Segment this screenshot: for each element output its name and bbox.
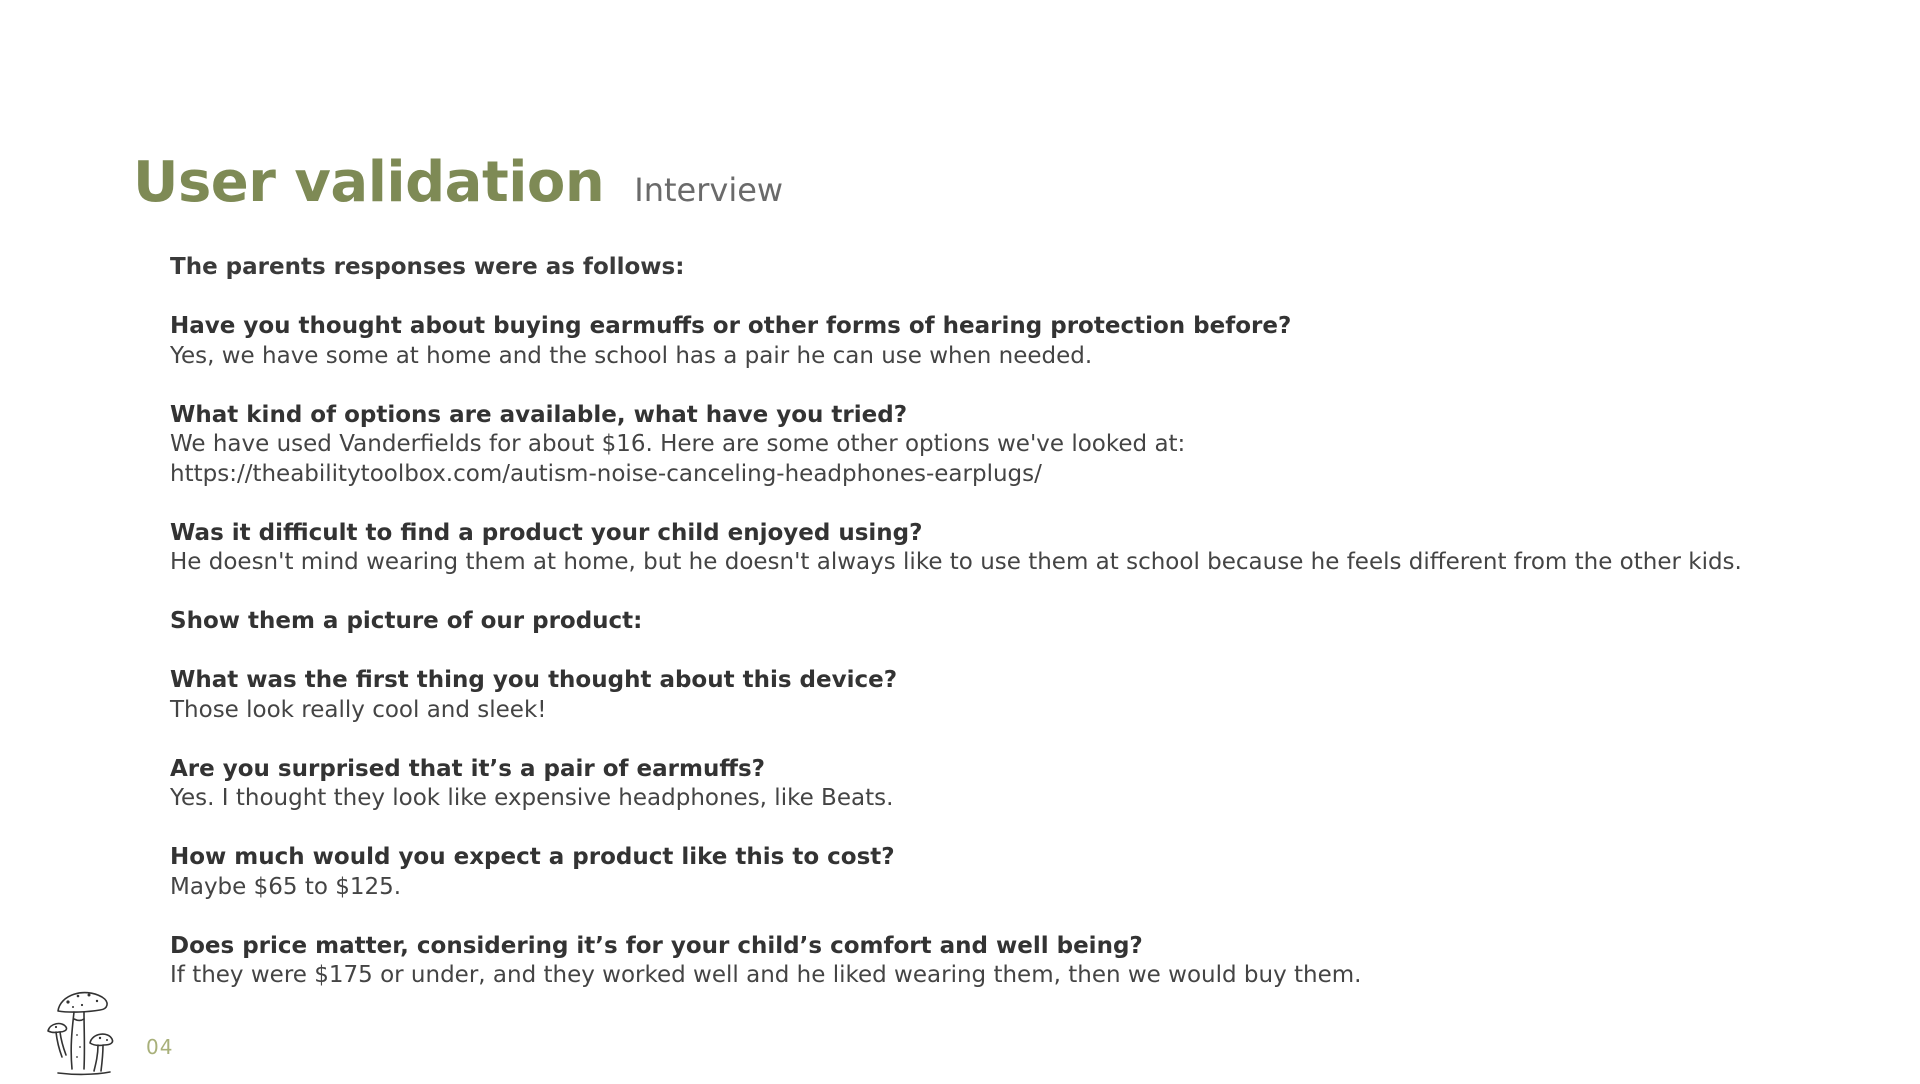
page-subtitle: Interview	[634, 171, 784, 209]
question-text: How much would you expect a product like this to cost?	[170, 844, 895, 870]
qa-item	[170, 843, 1890, 902]
page-number: 04	[146, 1035, 174, 1059]
qa-item	[170, 932, 1890, 991]
answer-text: We have used Vanderfields for about $16. Here are some other options we've looked at: https://theabilitytoolbox.com/autism-noise-canceling-headphones-earplugs/	[170, 431, 1186, 487]
question-text: Show them a picture of our product:	[170, 608, 643, 634]
question-text: What kind of options are available, what have you tried?	[170, 401, 908, 428]
answer-text: Yes. I thought they look like expensive headphones, like Beats.	[170, 785, 894, 811]
qa-item	[170, 312, 1890, 371]
qa-item	[170, 519, 1890, 578]
qa-item	[170, 607, 1890, 637]
question-text: Have you thought about buying earmuffs or other forms of hearing protection before?	[170, 313, 1292, 339]
slide-header	[133, 150, 783, 215]
question-text: What was the first thing you thought about this device?	[170, 667, 898, 693]
intro-text: The parents responses were as follows:	[170, 254, 685, 280]
answer-text: He doesn't mind wearing them at home, but he doesn't always like to use them at school because he feels different from the other kids.	[170, 549, 1742, 575]
answer-text: If they were $175 or under, and they worked well and he liked wearing them, then we would buy them.	[170, 962, 1362, 988]
qa-item	[170, 666, 1890, 725]
qa-item	[170, 401, 1890, 490]
mushroom-icon	[44, 985, 124, 1080]
interview-content	[170, 253, 1890, 991]
question-text: Does price matter, considering it’s for your child’s comfort and well being?	[170, 932, 1143, 959]
page-title: User validation	[133, 150, 605, 215]
answer-text: Yes, we have some at home and the school has a pair he can use when needed.	[170, 342, 1093, 369]
question-text: Was it difficult to find a product your child enjoyed using?	[170, 519, 923, 546]
question-text: Are you surprised that it’s a pair of earmuffs?	[170, 755, 766, 782]
answer-text: Maybe $65 to $125.	[170, 873, 402, 900]
qa-item	[170, 755, 1890, 814]
answer-text: Those look really cool and sleek!	[170, 696, 547, 723]
